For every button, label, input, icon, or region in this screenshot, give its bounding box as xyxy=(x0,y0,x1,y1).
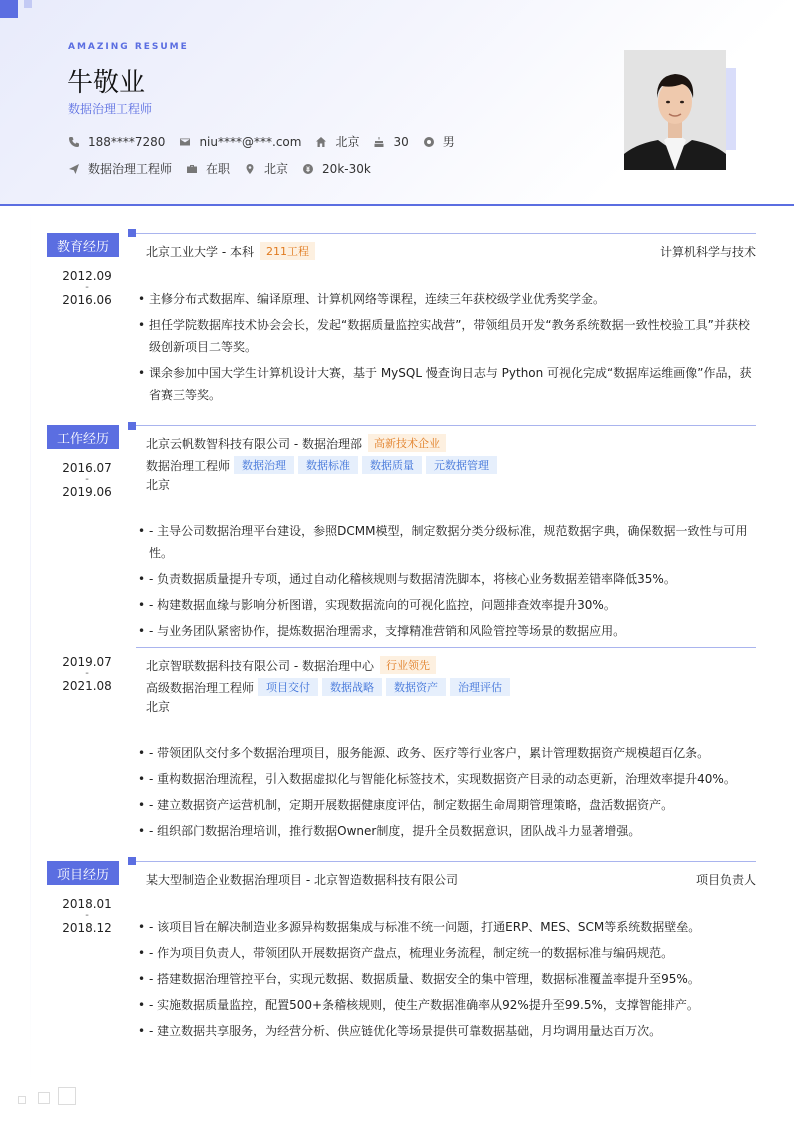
target-position-info xyxy=(68,160,172,177)
project-title: 某大型制造企业数据治理项目 - 北京智造数据科技有限公司 xyxy=(146,872,458,887)
phone-text: 188****7280 xyxy=(88,134,166,149)
gender-info xyxy=(423,133,455,150)
position-name: 高级数据治理工程师 xyxy=(146,680,255,695)
gender-text: 男 xyxy=(442,135,455,149)
resume-tagline: AMAZING RESUME xyxy=(68,42,189,52)
email-text: niu****@***.com xyxy=(199,134,302,149)
skill-tag: 元数据管理 xyxy=(426,456,497,474)
side-decoration-line xyxy=(30,206,31,1086)
candidate-title: 数据治理工程师 xyxy=(68,102,153,116)
skill-tag: 治理评估 xyxy=(450,678,510,696)
corner-decoration xyxy=(0,0,18,18)
company-name: 北京智联数据科技有限公司 - 数据治理中心 xyxy=(146,658,374,673)
corner-decoration-small xyxy=(24,0,32,8)
education-title-row xyxy=(146,242,756,260)
candidate-name: 牛敬业 xyxy=(67,68,146,98)
section-label-work: 工作经历 xyxy=(47,425,119,449)
company-badge: 高新技术企业 xyxy=(368,434,446,452)
date-end: 2019.06 xyxy=(62,485,112,499)
date-end: 2016.06 xyxy=(62,293,112,307)
section-marker xyxy=(128,422,136,430)
section-divider xyxy=(136,233,756,234)
phone-icon xyxy=(68,136,80,148)
skill-tag: 数据质量 xyxy=(362,456,422,474)
project-role: 项目负责人 xyxy=(695,872,756,887)
major-name: 计算机科学与技术 xyxy=(659,244,756,259)
resume-header xyxy=(0,0,794,206)
date-start: 2019.07 xyxy=(62,655,112,669)
date-start: 2016.07 xyxy=(62,461,112,475)
job-city: 北京 xyxy=(146,478,171,492)
company-badge: 行业领先 xyxy=(380,656,436,674)
salary-info xyxy=(302,162,371,176)
section-marker xyxy=(128,857,136,865)
target-city-text: 北京 xyxy=(264,162,289,176)
skill-tag: 数据治理 xyxy=(234,456,294,474)
age-text: 30 xyxy=(393,134,409,149)
school-badge: 211工程 xyxy=(260,242,315,260)
list-item: • 课余参加中国大学生计算机设计大赛，基于 MySQL 慢查询日志与 Python 可视化完成“数据库运维画像”作品，获省赛三等奖。 xyxy=(138,362,756,406)
job-status-info xyxy=(186,160,230,177)
job-intent-row xyxy=(68,160,385,177)
section-divider xyxy=(136,861,756,862)
list-item: • - 带领团队交付多个数据治理项目，服务能源、政务、医疗等行业客户，累计管理数据资产规模超百亿条。 xyxy=(138,742,756,764)
salary-text: 20k-30k xyxy=(322,161,371,176)
list-item: • - 与业务团队紧密协作，提炼数据治理需求，支撑精准营销和风险管控等场景的数据应用。 xyxy=(138,620,756,642)
job-position-row xyxy=(146,678,756,696)
list-item: • - 作为项目负责人，带领团队开展数据资产盘点，梳理业务流程，制定统一的数据标准与编码规范。 xyxy=(138,942,756,964)
phone-info xyxy=(68,135,165,149)
list-item: • - 实施数据质量监控，配置500+条稽核规则，使生产数据准确率从92%提升至99.5%，支撑智能排产。 xyxy=(138,994,756,1016)
profile-photo xyxy=(624,50,726,170)
date-end: 2021.08 xyxy=(62,679,112,693)
footer-decoration xyxy=(38,1092,50,1104)
job-title-row xyxy=(146,434,756,452)
entry-divider xyxy=(136,647,756,648)
list-item: • - 构建数据血缘与影响分析图谱，实现数据流向的可视化监控，问题排查效率提升30%。 xyxy=(138,594,756,616)
date-separator: - xyxy=(85,282,89,293)
job-bullets xyxy=(138,520,756,646)
list-item: • - 主导公司数据治理平台建设，参照DCMM模型，制定数据分类分级标准，规范数据字典，确保数据一致性与可用性。 xyxy=(138,520,756,564)
job-dates xyxy=(40,656,134,692)
mail-icon xyxy=(179,136,191,148)
job-position-row xyxy=(146,456,756,474)
job-dates xyxy=(40,462,134,498)
cake-icon xyxy=(373,136,385,148)
home-icon xyxy=(315,136,327,148)
list-item: • - 重构数据治理流程，引入数据虚拟化与智能化标签技术，实现数据资产目录的动态更新，治理效率提升40%。 xyxy=(138,768,756,790)
job-status-text: 在职 xyxy=(206,162,231,176)
school-name: 北京工业大学 - 本科 xyxy=(146,244,254,259)
skill-tag: 数据资产 xyxy=(386,678,446,696)
project-title-row xyxy=(146,870,756,888)
date-separator: - xyxy=(85,668,89,679)
location-icon xyxy=(244,163,256,175)
target-city-info xyxy=(244,160,288,177)
residence-text: 北京 xyxy=(335,135,360,149)
residence-info xyxy=(315,133,359,150)
list-item: • - 该项目旨在解决制造业多源异构数据集成与标准不统一问题，打通ERP、MES、SCM等系统数据壁垒。 xyxy=(138,916,756,938)
skill-tag: 数据战略 xyxy=(322,678,382,696)
position-name: 数据治理工程师 xyxy=(146,458,231,473)
project-dates xyxy=(40,898,134,934)
date-start: 2018.01 xyxy=(62,897,112,911)
list-item: • 担任学院数据库技术协会会长，发起“数据质量监控实战营”，带领组员开发“教务系统数据一致性校验工具”并获校级创新项目二等奖。 xyxy=(138,314,756,358)
target-position-text: 数据治理工程师 xyxy=(88,162,173,176)
send-icon xyxy=(68,163,80,175)
list-item: • - 负责数据质量提升专项，通过自动化稽核规则与数据清洗脚本，将核心业务数据差错率降低35%。 xyxy=(138,568,756,590)
project-bullets xyxy=(138,916,756,1046)
section-divider xyxy=(136,425,756,426)
date-separator: - xyxy=(85,474,89,485)
email-info xyxy=(179,135,301,149)
education-dates xyxy=(40,270,134,306)
skill-tag: 数据标准 xyxy=(298,456,358,474)
footer-decoration xyxy=(58,1087,76,1105)
money-icon xyxy=(302,163,314,175)
list-item: • 主修分布式数据库、编译原理、计算机网络等课程，连续三年获校级学业优秀奖学金。 xyxy=(138,288,756,310)
briefcase-icon xyxy=(186,163,198,175)
list-item: • - 建立数据资产运营机制，定期开展数据健康度评估，制定数据生命周期管理策略，盘活数据资产。 xyxy=(138,794,756,816)
list-item: • - 组织部门数据治理培训，推行数据Owner制度，提升全员数据意识，团队战斗力显著增强。 xyxy=(138,820,756,842)
list-item: • - 建立数据共享服务，为经营分析、供应链优化等场景提供可靠数据基础，月均调用量达百万次。 xyxy=(138,1020,756,1042)
footer-decoration xyxy=(18,1096,26,1104)
gender-icon xyxy=(423,136,435,148)
contact-row xyxy=(68,133,469,150)
date-end: 2018.12 xyxy=(62,921,112,935)
date-start: 2012.09 xyxy=(62,269,112,283)
section-label-education: 教育经历 xyxy=(47,233,119,257)
section-marker xyxy=(128,229,136,237)
company-name: 北京云帆数智科技有限公司 - 数据治理部 xyxy=(146,436,362,451)
job-bullets xyxy=(138,742,756,846)
skill-tag: 项目交付 xyxy=(258,678,318,696)
list-item: • - 搭建数据治理管控平台，实现元数据、数据质量、数据安全的集中管理，数据标准覆盖率提升至95%。 xyxy=(138,968,756,990)
job-title-row xyxy=(146,656,756,674)
date-separator: - xyxy=(85,910,89,921)
job-city: 北京 xyxy=(146,700,171,714)
education-bullets xyxy=(138,288,756,410)
section-label-project: 项目经历 xyxy=(47,861,119,885)
age-info xyxy=(373,135,408,149)
